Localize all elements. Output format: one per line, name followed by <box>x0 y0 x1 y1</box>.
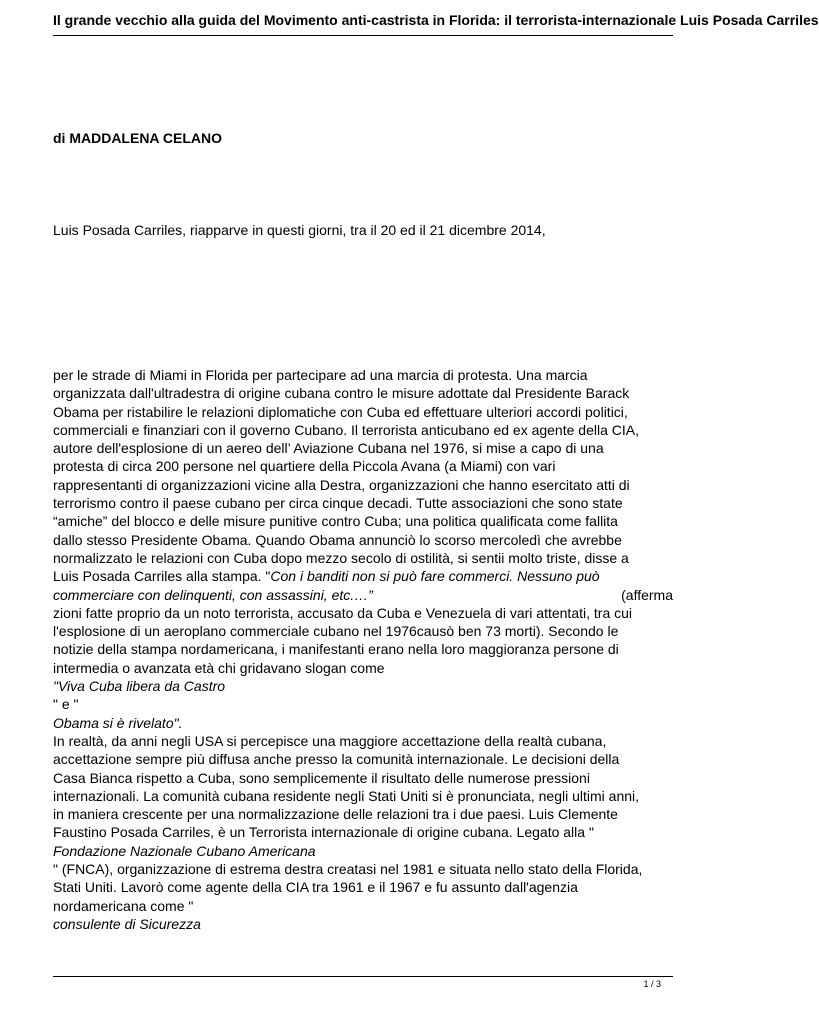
body-line: terrorismo contro il paese cubano per circa cinque decadi. Tutte associazioni che sono state <box>53 495 623 512</box>
body-line: in maniera crescente per una normalizzazione delle relazioni tra i due paesi. Luis Clemente <box>53 806 618 823</box>
footer-divider <box>53 976 673 977</box>
body-line: commerciali e finanziari con il governo Cubano. Il terrorista anticubano ed ex agente della CIA, <box>53 421 639 438</box>
body-line: Faustino Posada Carriles, è un Terrorista internazionale di origine cubana. Legato alla " <box>53 824 594 841</box>
body-line: intermedia o avanzata età chi gridavano slogan come <box>53 659 385 676</box>
body-line: In realtà, da anni negli USA si percepisce una maggiore accettazione della realtà cubana, <box>53 732 607 749</box>
body-line: accettazione sempre più diffusa anche presso la comunità internazionale. Le decisioni della <box>53 751 620 768</box>
quote-text: Con i banditi non si può fare commerci. Nessuno può <box>270 568 600 585</box>
body-line-with-quote <box>53 567 673 585</box>
slogan-quote: Obama si è rivelato". <box>53 714 183 731</box>
body-line: Casa Bianca rispetto a Cuba, sono semplicemente il risultato delle numerose pressioni <box>53 769 590 786</box>
body-line: dallo stesso Presidente Obama. Quando Obama annunciò lo scorso mercoledì che avrebbe <box>53 531 622 548</box>
body-line: autore dell'esplosione di un aereo dell’ Aviazione Cubana nel 1976, si mise a capo di una <box>53 440 604 457</box>
header-divider <box>53 35 673 36</box>
body-line: zioni fatte proprio da un noto terrorista, accusato da Cuba e Venezuela di vari attentati, tra cui <box>53 604 633 621</box>
slogan-quote: "Viva Cuba libera da Castro <box>53 678 226 695</box>
organization-name: Fondazione Nazionale Cubano Americana <box>53 842 316 859</box>
body-line: Stati Uniti. Lavorò come agente della CIA tra 1961 e il 1967 e fu assunto dall'agenzia <box>53 879 578 896</box>
body-text-segment: (afferma <box>621 586 673 603</box>
quote-text: commerciare con delinquenti, con assassini, etc.…” <box>53 586 373 603</box>
body-line: l'esplosione di un aeroplano commerciale cubano nel 1976causò ben 73 morti). Secondo le <box>53 623 619 640</box>
body-line: per le strade di Miami in Florida per partecipare ad una marcia di protesta. Una marcia <box>53 367 588 383</box>
body-line-with-quote <box>53 586 673 604</box>
body-line: nordamericana come " <box>53 897 194 914</box>
page-number: 1 / 3 <box>643 979 661 989</box>
body-line: “amiche” del blocco e delle misure punitive contro Cuba; una politica qualificata come fallita <box>53 513 618 530</box>
author-byline: di MADDALENA CELANO <box>53 130 223 146</box>
intro-paragraph: Luis Posada Carriles, riapparve in questi giorni, tra il 20 ed il 21 dicembre 2014, <box>53 222 546 238</box>
body-line: " (FNCA), organizzazione di estrema destra creatasi nel 1981 e situata nello stato della Florida, <box>53 861 643 878</box>
body-line: " e " <box>53 696 79 713</box>
body-line: internazionali. La comunità cubana residente negli Stati Uniti si è pronunciata, negli ultimi anni, <box>53 787 640 804</box>
job-title: consulente di Sicurezza <box>53 915 201 932</box>
body-text-segment: Luis Posada Carriles alla stampa. " <box>53 568 271 585</box>
body-line: normalizzato le relazioni con Cuba dopo mezzo secolo di ostilità, si sentii molto triste, disse a <box>53 549 629 566</box>
body-line: rappresentanti di organizzazioni vicine alla Destra, organizzazioni che hanno esercitato atti di <box>53 476 630 493</box>
body-line: organizzata dall'ultradestra di origine cubana contro le misure adottate dal Presidente Barack <box>53 385 630 402</box>
body-line: Obama per ristabilire le relazioni diplomatiche con Cuba ed effettuare ulteriori accordi politici, <box>53 403 628 420</box>
body-line: protesta di circa 200 persone nel quartiere della Piccola Avana (a Miami) con vari <box>53 458 556 475</box>
body-line: notizie della stampa nordamericana, i manifestanti erano nella loro maggioranza persone di <box>53 641 619 658</box>
page-header-title: Il grande vecchio alla guida del Movimento anti-castrista in Florida: il terrorista-internazionale Luis Posada Carriles <box>53 12 819 28</box>
article-body <box>53 366 673 933</box>
